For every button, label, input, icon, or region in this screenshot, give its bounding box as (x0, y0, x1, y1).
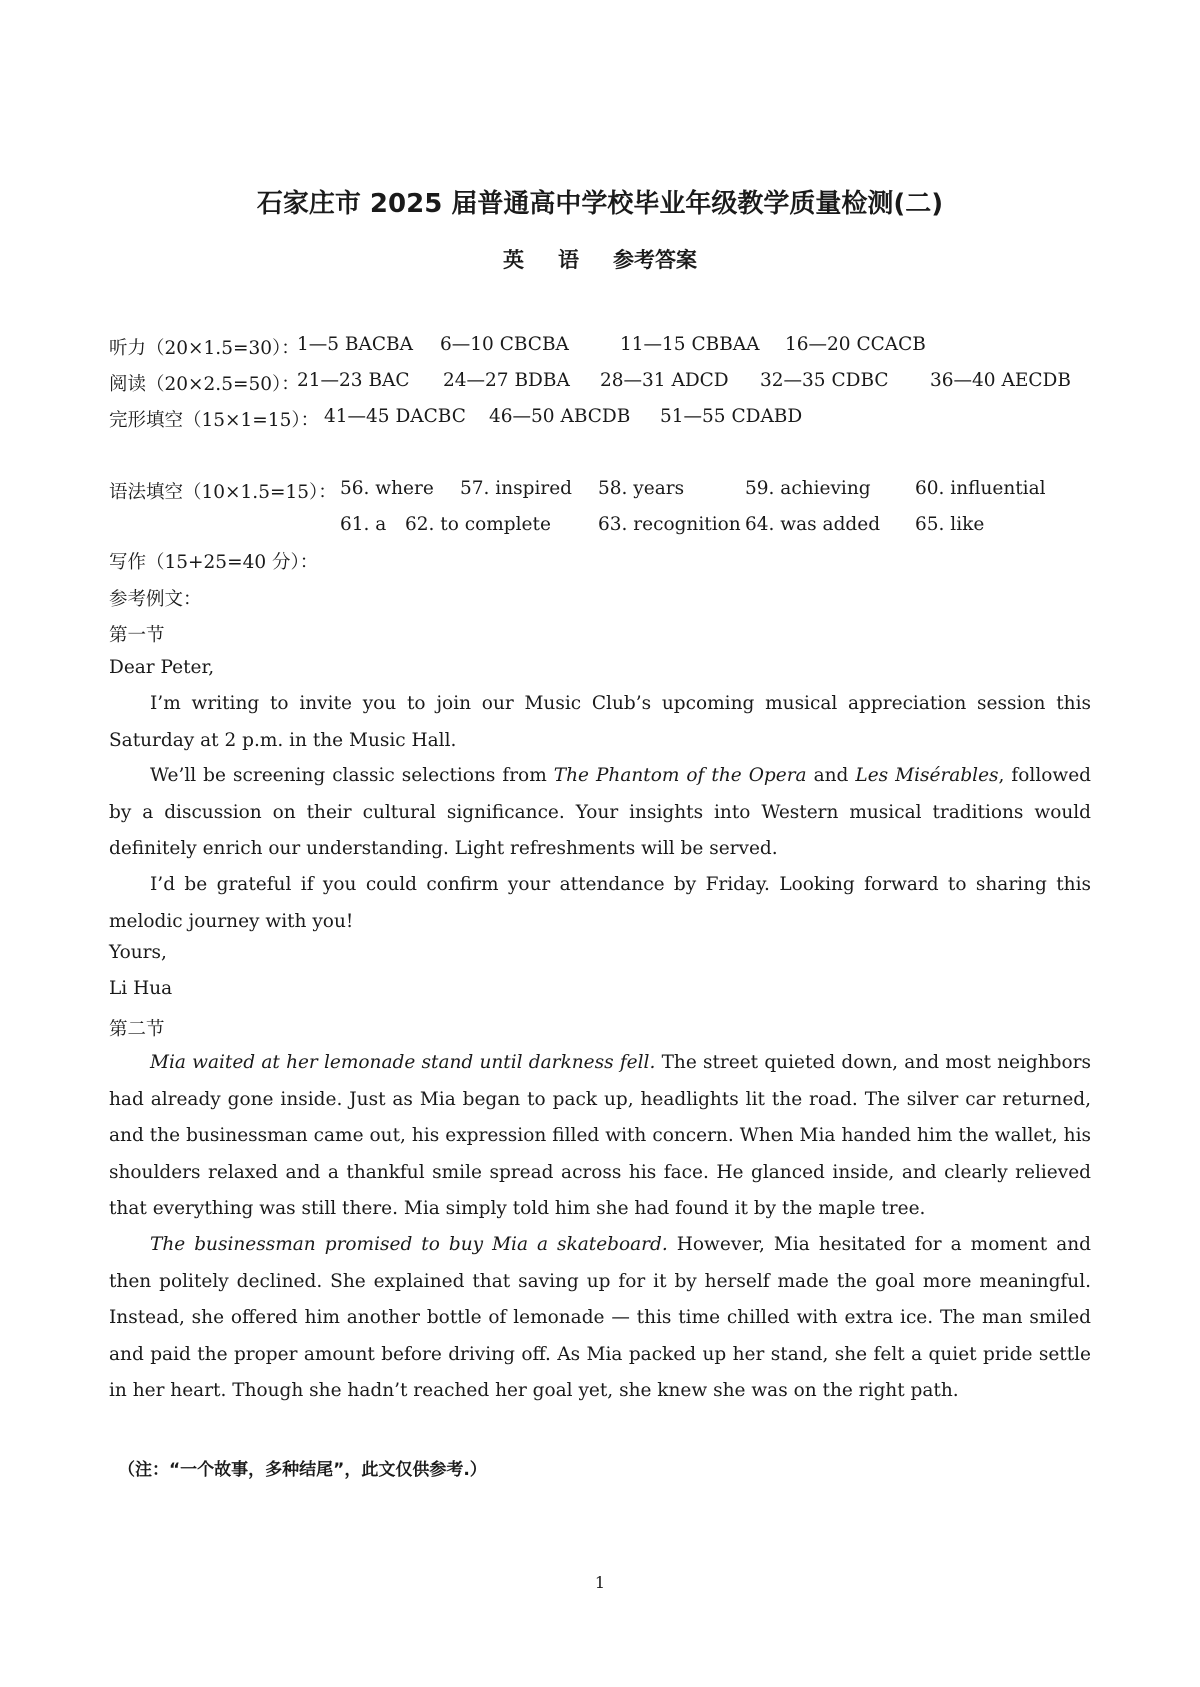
grammar-answer: 56. where (340, 478, 434, 499)
story-p1-opening: Mia waited at her lemonade stand until darkness fell. (150, 1052, 656, 1073)
grammar-answer: 61. a (340, 514, 387, 535)
grammar-answer: 65. like (915, 514, 985, 535)
grammar-answer: 64. was added (745, 514, 881, 535)
letter-signature: Li Hua (109, 978, 173, 999)
subtitle-part1: 英 (503, 248, 524, 272)
answer-group: 11—15 CBBAA (620, 334, 760, 355)
reading-label: 阅读（20×2.5=50）： (109, 374, 300, 395)
grammar-label: 语法填空（10×1.5=15）： (109, 482, 337, 503)
answer-group: 41—45 DACBC (324, 406, 466, 427)
sample-label: 参考例文： (109, 589, 202, 610)
grammar-answer: 57. inspired (460, 478, 573, 499)
answer-group: 36—40 AECDB (930, 370, 1071, 391)
letter-paragraph-1: I’m writing to invite you to join our Music Club’s upcoming musical appreciation session this Saturday at 2 p.m. in the Music Hall. (109, 693, 1091, 751)
subtitle-part2: 语 (558, 248, 579, 272)
footnote: （注：“一个故事，多种结尾”，此文仅供参考.） (118, 1460, 487, 1480)
p2-title-phantom: The Phantom of the Opera (553, 765, 807, 786)
letter-greeting: Dear Peter, (109, 657, 215, 678)
p2-text-a: We’ll be screening classic selections from (150, 765, 554, 786)
writing-label: 写作（15+25=40 分）： (109, 552, 319, 573)
story-paragraph-2 (109, 1227, 1091, 1410)
answer-group: 46—50 ABCDB (489, 406, 631, 427)
page-title: 石家庄市 2025 届普通高中学校毕业年级教学质量检测(二) (256, 189, 944, 219)
p2-text-b: and (806, 765, 856, 786)
story-p2-opening: The businessman promised to buy Mia a skateboard. (150, 1234, 668, 1255)
letter-paragraph-3: I’d be grateful if you could confirm your attendance by Friday. Looking forward to sharing this melodic journey with you! (109, 874, 1091, 932)
grammar-answer: 62. to complete (405, 514, 551, 535)
grammar-answer: 63. recognition (598, 514, 741, 535)
listening-label: 听力（20×1.5=30）： (109, 338, 300, 359)
answer-group: 21—23 BAC (297, 370, 410, 391)
story-p1-text: The street quieted down, and most neighbors had already gone inside. Just as Mia began to pack up, headlights lit the road. The silver car returned, and the businessman came out, his expression filled with concern. When Mia handed him the wallet, his shoulders relaxed and a thankful smile spread across his face. He glanced inside, and clearly relieved that everything was still there. Mia simply told him she had found it by the maple tree. (109, 1052, 1091, 1219)
p2-text-c: , followed by a discussion on their cultural significance. Your insights into Western musical traditions would definitely enrich our understanding. Light refreshments will be served. (109, 765, 1092, 859)
page-number: 1 (594, 1573, 606, 1592)
answer-group: 32—35 CDBC (760, 370, 889, 391)
subtitle-part3: 参考答案 (613, 248, 697, 272)
answer-group: 28—31 ADCD (600, 370, 729, 391)
grammar-answer: 60. influential (915, 478, 1046, 499)
story-paragraph-1 (109, 1045, 1091, 1228)
grammar-answer: 59. achieving (745, 478, 871, 499)
story-p2-text: However, Mia hesitated for a moment and then politely declined. She explained that saving up for it by herself made the goal more meaningful. Instead, she offered him another bottle of lemonade — this time chilled with extra ice. The man smiled and paid the proper amount before driving off. As Mia packed up her stand, she felt a quiet pride settle in her heart. Though she hadn’t reached her goal yet, she knew she was on the right path. (109, 1234, 1091, 1401)
section1-label: 第一节 (109, 625, 165, 646)
answer-group: 6—10 CBCBA (440, 334, 569, 355)
grammar-answer: 58. years (598, 478, 685, 499)
page-subtitle (0, 244, 1200, 274)
answer-group: 24—27 BDBA (443, 370, 570, 391)
letter-paragraph-2 (109, 758, 1091, 868)
answer-group: 1—5 BACBA (297, 334, 413, 355)
letter-closing: Yours, (109, 942, 167, 963)
p2-title-miserables: Les Misérables (855, 765, 999, 786)
section2-label: 第二节 (109, 1019, 165, 1040)
answer-group: 51—55 CDABD (660, 406, 803, 427)
answer-group: 16—20 CCACB (785, 334, 926, 355)
cloze-label: 完形填空（15×1=15）： (109, 410, 320, 431)
